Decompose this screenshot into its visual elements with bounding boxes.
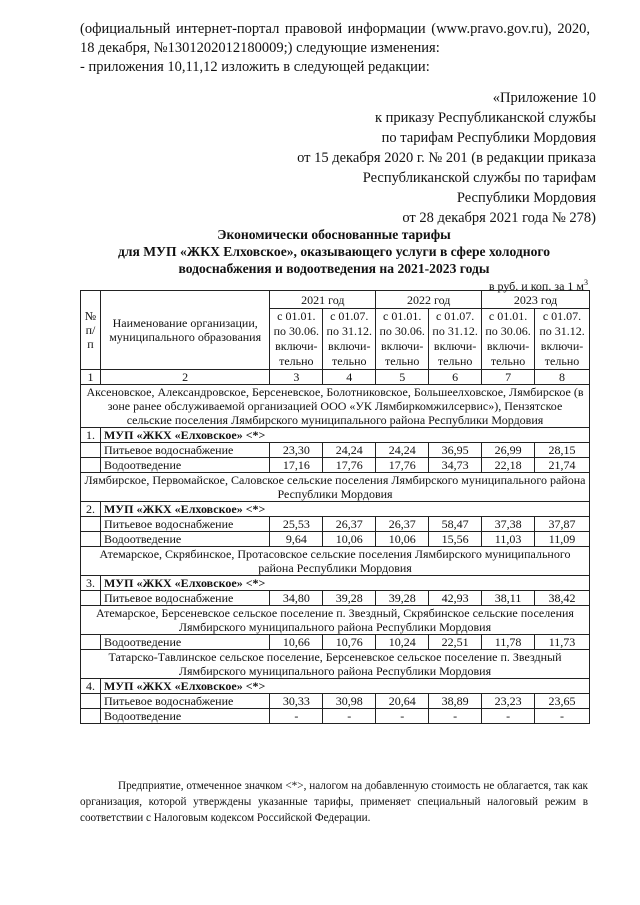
empty-cell [81,694,101,709]
empty-cell [81,591,101,606]
header-organization: Наименование организации, муниципального образования [100,291,269,370]
tariff-value: 10,24 [376,635,429,650]
service-name: Питьевое водоснабжение [100,591,269,606]
org-number: 4. [81,679,101,694]
footnote: Предприятие, отмеченное значком <*>, налогом на добавленную стоимость не облагается, так как организация, которой утверждены указанные тарифы, применяет специальный налоговый режим в соответствии с Налоговым кодексом Российской Федерации. [80,780,588,824]
header-year-2021: 2021 год [270,291,376,309]
column-number: 7 [482,370,535,385]
empty-cell [81,709,101,724]
tariff-value: - [429,709,482,724]
organization-row [81,679,590,694]
column-number: 6 [429,370,482,385]
header-period: с 01.01. по 30.06. включи-тельно [482,309,535,370]
header-number: № п/п [81,291,101,370]
tariff-value: 37,87 [535,517,590,532]
title-line-3: водоснабжения и водоотведения на 2021-2023 годы [178,261,490,276]
tariff-value: 17,76 [323,458,376,473]
appendix-line: Республики Мордовия [456,190,596,206]
tariff-value: 21,74 [535,458,590,473]
organization-row [81,576,590,591]
appendix-header [236,88,596,228]
column-number: 5 [376,370,429,385]
service-name: Питьевое водоснабжение [100,517,269,532]
units-text: в руб. и коп. за 1 м [488,279,584,293]
header-period: с 01.07. по 31.12. включи-тельно [429,309,482,370]
units-superscript: 3 [584,278,588,287]
org-name: МУП «ЖКХ «Елховское» <*> [100,428,589,443]
service-name: Питьевое водоснабжение [100,694,269,709]
organization-row [81,502,590,517]
table-row [81,532,590,547]
appendix-line: по тарифам Республики Мордовия [381,130,596,146]
tariff-value: - [270,709,323,724]
tariff-table [80,290,590,724]
column-number: 3 [270,370,323,385]
org-name: МУП «ЖКХ «Елховское» <*> [100,502,589,517]
region-text: Татарско-Тавлинское сельское поселение, Берсеневское сельское поселение п. Звездный Лямбирского муниципального района Республики Мордовия [81,650,590,679]
title-line-1: Экономически обоснованные тарифы [217,227,451,242]
tariff-value: 39,28 [323,591,376,606]
region-text: Атемарское, Берсеневское сельское поселение п. Звездный, Скрябинское сельские поселения Лямбирского муниципального района Республики Мордовия [81,606,590,635]
column-number: 2 [100,370,269,385]
tariff-value: 10,66 [270,635,323,650]
tariff-value: 26,37 [376,517,429,532]
tariff-value: 38,42 [535,591,590,606]
tariff-value: 17,16 [270,458,323,473]
tariff-value: 36,95 [429,443,482,458]
column-number: 4 [323,370,376,385]
service-name: Водоотведение [100,532,269,547]
table-row [81,591,590,606]
region-row [81,385,590,428]
region-text: Лямбирское, Первомайское, Саловское сельские поселения Лямбирского муниципального района Республики Мордовия [81,473,590,502]
intro-line-2: - приложения 10,11,12 изложить в следующей редакции: [80,59,430,75]
tariff-value: 9,64 [270,532,323,547]
region-row [81,547,590,576]
tariff-value: 38,11 [482,591,535,606]
tariff-value: 42,93 [429,591,482,606]
region-row [81,473,590,502]
tariff-value: - [482,709,535,724]
table-row [81,635,590,650]
tariff-value: 20,64 [376,694,429,709]
region-row [81,650,590,679]
intro-text [80,20,590,77]
tariff-value: 23,30 [270,443,323,458]
header-period: с 01.01. по 30.06. включи-тельно [376,309,429,370]
header-period: с 01.07. по 31.12. включи-тельно [535,309,590,370]
appendix-line: от 15 декабря 2020 г. № 201 (в редакции приказа [297,150,596,166]
header-year-2022: 2022 год [376,291,482,309]
table-row [81,443,590,458]
column-number: 1 [81,370,101,385]
empty-cell [81,517,101,532]
tariff-value: 34,73 [429,458,482,473]
appendix-line: «Приложение 10 [492,90,596,106]
appendix-line: от 28 декабря 2021 года № 278) [402,210,596,226]
region-row [81,606,590,635]
tariff-value: 39,28 [376,591,429,606]
tariff-value: 23,65 [535,694,590,709]
tariff-value: 24,24 [376,443,429,458]
tariff-value: 10,76 [323,635,376,650]
table-row [81,709,590,724]
service-name: Водоотведение [100,635,269,650]
title-line-2: для МУП «ЖКХ Елховское», оказывающего услуги в сфере холодного [117,244,551,259]
tariff-value: 15,56 [429,532,482,547]
column-number: 8 [535,370,590,385]
appendix-line: Республиканской службы по тарифам [362,170,596,186]
tariff-value: 38,89 [429,694,482,709]
tariff-value: - [535,709,590,724]
table-row [81,517,590,532]
tariff-value: 11,73 [535,635,590,650]
tariff-value: 30,33 [270,694,323,709]
header-period: с 01.01. по 30.06. включи-тельно [270,309,323,370]
tariff-value: 22,51 [429,635,482,650]
service-name: Водоотведение [100,458,269,473]
region-text: Аксеновское, Александровское, Берсеневское, Болотниковское, Большеелховское, Лямбирское (в зоне ранее обслуживаемой организацией ООО «УК Лямбиркомжилсервис»), Пензятское сельские поселения Лямбирского муниципального района Республики Мордовия [81,385,590,428]
tariff-value: 17,76 [376,458,429,473]
tariff-value: 26,99 [482,443,535,458]
tariff-value: 10,06 [376,532,429,547]
tariff-value: 30,98 [323,694,376,709]
service-name: Водоотведение [100,709,269,724]
document-title [80,226,588,277]
org-name: МУП «ЖКХ «Елховское» <*> [100,679,589,694]
header-year-2023: 2023 год [482,291,590,309]
tariff-value: 28,15 [535,443,590,458]
empty-cell [81,443,101,458]
appendix-line: к приказу Республиканской службы [374,110,596,126]
table-row [81,458,590,473]
tariff-value: 11,78 [482,635,535,650]
column-number-row [81,370,590,385]
tariff-value: 11,09 [535,532,590,547]
org-number: 3. [81,576,101,591]
organization-row [81,428,590,443]
empty-cell [81,458,101,473]
tariff-value: 24,24 [323,443,376,458]
intro-line-1: (официальный интернет-портал правовой информации (www.pravo.gov.ru), 2020, 18 декабря, №1301202012180009;) следующие изменения: [80,21,590,56]
empty-cell [81,635,101,650]
tariff-value: 34,80 [270,591,323,606]
header-period: с 01.07. по 31.12. включи-тельно [323,309,376,370]
empty-cell [81,532,101,547]
org-name: МУП «ЖКХ «Елховское» <*> [100,576,589,591]
table-row [81,694,590,709]
tariff-value: 37,38 [482,517,535,532]
org-number: 2. [81,502,101,517]
tariff-value: 58,47 [429,517,482,532]
service-name: Питьевое водоснабжение [100,443,269,458]
org-number: 1. [81,428,101,443]
tariff-value: 10,06 [323,532,376,547]
tariff-value: 23,23 [482,694,535,709]
tariff-value: 26,37 [323,517,376,532]
region-text: Атемарское, Скрябинское, Протасовское сельские поселения Лямбирского муниципального района Республики Мордовия [81,547,590,576]
tariff-value: 25,53 [270,517,323,532]
tariff-value: 11,03 [482,532,535,547]
tariff-value: - [376,709,429,724]
tariff-value: - [323,709,376,724]
tariff-value: 22,18 [482,458,535,473]
